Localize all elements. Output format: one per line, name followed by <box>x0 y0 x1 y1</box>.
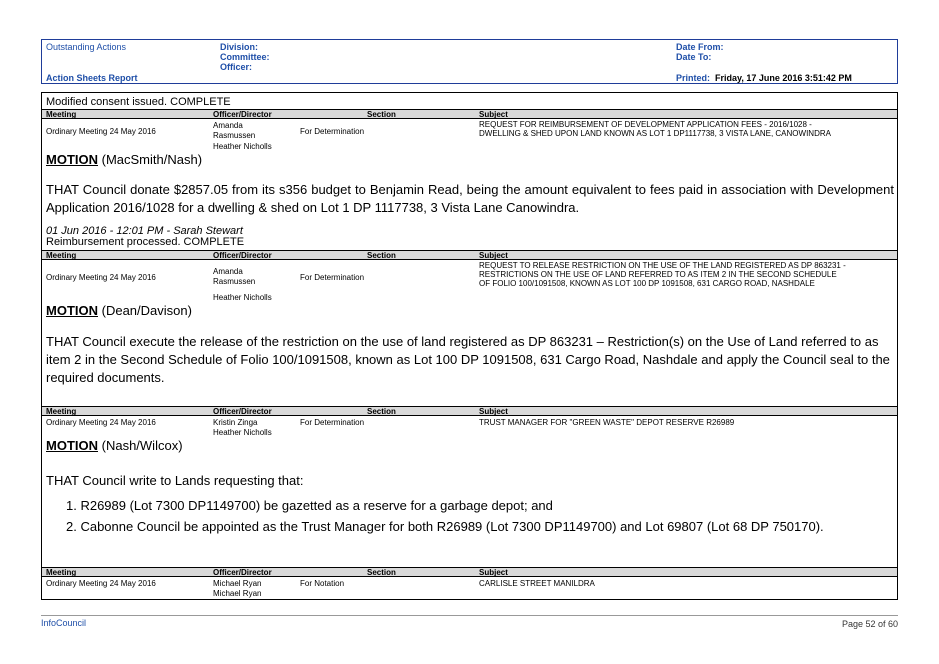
subject-cell: DWELLING & SHED UPON LAND KNOWN AS LOT 1 DP1117738, 3 VISTA LANE, CANOWINDRA <box>479 129 831 138</box>
col-subject: Subject <box>479 110 508 119</box>
motion-movers: (Dean/Davison) <box>101 303 192 318</box>
actions-table <box>41 92 898 600</box>
col-subject: Subject <box>479 407 508 416</box>
col-meeting: Meeting <box>46 110 77 119</box>
outstanding-actions-label: Outstanding Actions <box>46 42 127 52</box>
officer-cell: Rasmussen <box>213 131 256 140</box>
motion-list-item: 1. R26989 (Lot 7300 DP1149700) be gazetted as a reserve for a garbage depot; and <box>66 498 553 513</box>
col-officer: Officer/Director <box>213 110 272 119</box>
col-subject: Subject <box>479 251 508 260</box>
column-header-bar <box>42 567 897 577</box>
motion-movers: (MacSmith/Nash) <box>101 152 203 167</box>
printed-value: Friday, 17 June 2016 3:51:42 PM <box>715 73 852 83</box>
officer-cell: Michael Ryan <box>213 589 262 598</box>
top-status: Modified consent issued. COMPLETE <box>46 96 231 108</box>
column-header-bar <box>42 250 897 260</box>
col-subject: Subject <box>479 568 508 577</box>
subject-cell: OF FOLIO 100/1091508, KNOWN AS LOT 100 DP 1091508, 631 CARGO ROAD, NASHDALE <box>479 279 815 288</box>
motion-heading <box>46 303 192 318</box>
officer-cell: Heather Nicholls <box>213 293 272 302</box>
column-header-bar <box>42 109 897 119</box>
motion-heading <box>46 152 202 167</box>
footer-brand: InfoCouncil <box>41 618 87 628</box>
motion-heading <box>46 438 183 453</box>
section-cell: For Determination <box>300 273 365 282</box>
meeting-cell: Ordinary Meeting 24 May 2016 <box>46 273 156 282</box>
printed-label: Printed: <box>676 73 711 83</box>
officer-cell: Michael Ryan <box>213 579 262 588</box>
date-from-label: Date From: <box>676 42 724 52</box>
col-meeting: Meeting <box>46 407 77 416</box>
col-section: Section <box>367 251 396 260</box>
motion-label: MOTION <box>46 152 98 167</box>
officer-cell: Rasmussen <box>213 277 256 286</box>
subject-cell: REQUEST FOR REIMBURSEMENT OF DEVELOPMENT APPLICATION FEES - 2016/1028 - <box>479 120 812 129</box>
page-number: Page 52 of 60 <box>842 619 899 629</box>
section-cell: For Determination <box>300 418 365 427</box>
note-date: 01 Jun 2016 - 12:01 PM - Sarah Stewart <box>46 225 243 237</box>
subject-cell: CARLISLE STREET MANILDRA <box>479 579 595 588</box>
col-section: Section <box>367 110 396 119</box>
officer-label: Officer: <box>220 62 253 72</box>
motion-body: THAT Council write to Lands requesting that: <box>46 473 304 488</box>
col-officer: Officer/Director <box>213 407 272 416</box>
column-header-bar <box>42 406 897 416</box>
subject-cell: TRUST MANAGER FOR "GREEN WASTE" DEPOT RESERVE R26989 <box>479 418 735 427</box>
subject-cell: RESTRICTIONS ON THE USE OF LAND REFERRED TO AS ITEM 2 IN THE SECOND SCHEDULE <box>479 270 837 279</box>
motion-body: THAT Council execute the release of the restriction on the use of land registered as DP 863231 – Restriction(s) on the Use of Land referred to as item 2 in the Second Schedule of Folio 100/1091508, known as Lot 100 DP 1091508, 631 Cargo Road, Nashdale and apply the Council seal to the required documents. <box>46 334 890 385</box>
subject-cell: REQUEST TO RELEASE RESTRICTION ON THE USE OF THE LAND REGISTERED AS DP 863231 - <box>479 261 846 270</box>
col-meeting: Meeting <box>46 251 77 260</box>
meeting-cell: Ordinary Meeting 24 May 2016 <box>46 579 156 588</box>
section-cell: For Notation <box>300 579 345 588</box>
committee-label: Committee: <box>220 52 270 62</box>
meeting-cell: Ordinary Meeting 24 May 2016 <box>46 127 156 136</box>
officer-cell: Amanda <box>213 267 243 276</box>
section-cell: For Determination <box>300 127 365 136</box>
motion-movers: (Nash/Wilcox) <box>101 438 183 453</box>
col-officer: Officer/Director <box>213 251 272 260</box>
motion-label: MOTION <box>46 438 98 453</box>
division-label: Division: <box>220 42 259 52</box>
col-section: Section <box>367 407 396 416</box>
col-section: Section <box>367 568 396 577</box>
footer-divider <box>41 615 898 616</box>
col-officer: Officer/Director <box>213 568 272 577</box>
meeting-cell: Ordinary Meeting 24 May 2016 <box>46 418 156 427</box>
motion-body: THAT Council donate $2857.05 from its s356 budget to Benjamin Read, being the amount equivalent to fees paid in association with Development Application 2016/1028 for a dwelling & shed on Lot 1 DP 1117738, 3 Vista Lane Canowindra. <box>46 182 894 215</box>
officer-cell: Kristin Zinga <box>213 418 258 427</box>
note-status: Reimbursement processed. COMPLETE <box>46 236 245 248</box>
report-header <box>41 39 898 84</box>
officer-cell: Amanda <box>213 121 243 130</box>
col-meeting: Meeting <box>46 568 77 577</box>
motion-label: MOTION <box>46 303 98 318</box>
officer-cell: Heather Nicholls <box>213 142 272 151</box>
report-title: Action Sheets Report <box>46 73 138 83</box>
officer-cell: Heather Nicholls <box>213 428 272 437</box>
date-to-label: Date To: <box>676 52 712 62</box>
motion-list-item: 2. Cabonne Council be appointed as the Trust Manager for both R26989 (Lot 7300 DP1149700) and Lot 69807 (Lot 68 DP 750170). <box>66 519 824 534</box>
